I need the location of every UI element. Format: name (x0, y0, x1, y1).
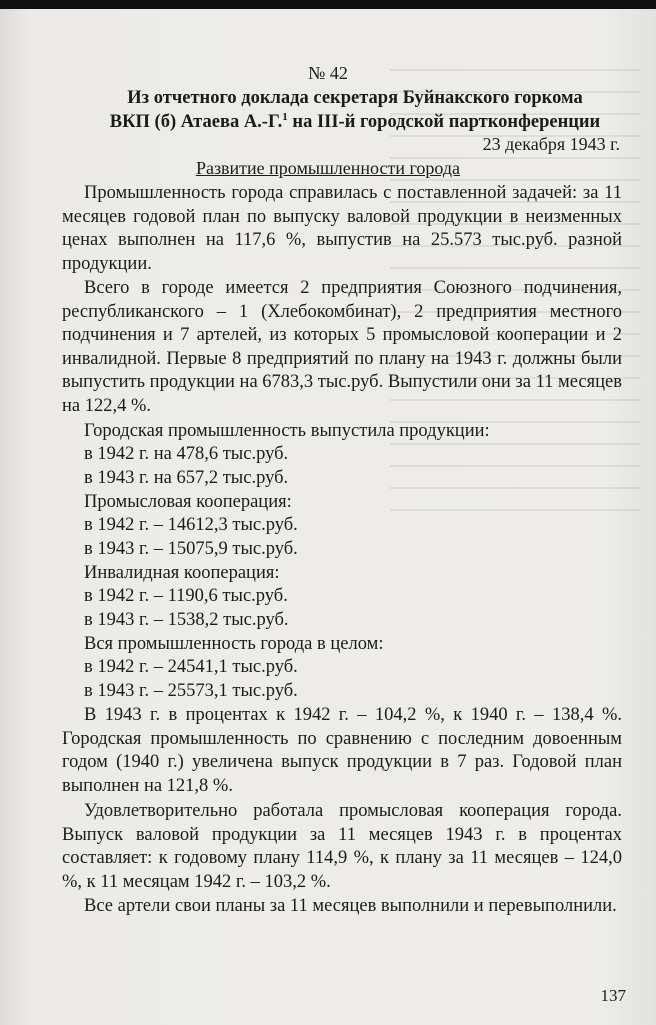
paragraph-2 (62, 277, 622, 418)
paragraph-5-text: Все артели свои планы за 11 месяцев выполнили и перевыполнили. (84, 896, 617, 916)
title-line-1: Из отчетного доклада секретаря Буйнакского горкома (127, 88, 583, 108)
title-line-2-prefix: ВКП (б) Атаева А.-Г. (109, 112, 283, 132)
city-1942: в 1942 г. на 478,6 тыс.руб. (84, 444, 289, 464)
inv-1942: в 1942 г. – 1190,6 тыс.руб. (84, 586, 288, 606)
document-title (95, 86, 615, 134)
title-line-2-suffix: на III-й городской партконференции (287, 112, 601, 132)
paragraph-3-text: В 1943 г. в процентах к 1942 г. – 104,2 %, к 1940 г. – 138,4 %. Городская промышленность по сравнению с последним довоенным годом (1940 г.) увеличена выпуск продукции в 7 раз. Годовой план выполнен на 121,8 %. (62, 705, 622, 796)
total-1943: в 1943 г. – 25573,1 тыс.руб. (84, 681, 298, 701)
city-header: Городская промышленность выпустила продукции: (84, 421, 490, 441)
paragraph-3 (62, 704, 622, 798)
paragraph-4 (62, 800, 622, 894)
paragraph-1 (62, 182, 622, 276)
top-edge (0, 0, 656, 9)
paragraph-4-text: Удовлетворительно работала промысловая кооперация города. Выпуск валовой продукции за 11 месяцев 1943 г. в процентах составляет: к годовому плану 114,9 %, к плану за 11 месяцев – 124,0 %, к 11 месяцам 1942 г. – 103,2 %. (62, 801, 622, 892)
paragraph-5 (62, 895, 622, 919)
total-header: Вся промышленность города в целом: (84, 634, 384, 654)
document-date: 23 декабря 1943 г. (482, 134, 620, 154)
page-number: 137 (600, 986, 626, 1005)
document-number: № 42 (308, 63, 348, 83)
footnote-mark: 1 (282, 111, 288, 123)
coop-1943: в 1943 г. – 15075,9 тыс.руб. (84, 539, 298, 559)
city-1943: в 1943 г. на 657,2 тыс.руб. (84, 468, 289, 488)
section-title: Развитие промышленности города (195, 158, 461, 178)
coop-header: Промысловая кооперация: (84, 492, 292, 512)
coop-1942: в 1942 г. – 14612,3 тыс.руб. (84, 515, 298, 535)
inv-header: Инвалидная кооперация: (84, 563, 280, 583)
paragraph-1-text: Промышленность города справилась с поставленной задачей: за 11 месяцев годовой план по выпуску валовой продукции в неизменных ценах выполнен на 117,6 %, выпустив на 25.573 тыс.руб. разной продукции. (62, 183, 622, 274)
inv-1943: в 1943 г. – 1538,2 тыс.руб. (84, 610, 289, 630)
total-1942: в 1942 г. – 24541,1 тыс.руб. (84, 657, 298, 677)
paragraph-2-text: Всего в городе имеется 2 предприятия Союзного подчинения, республиканского – 1 (Хлебокомбинат), 2 предприятия местного подчинения и 7 артелей, из которых 5 промысловой кооперации и 2 инвалидной. Первые 8 предприятий по плану на 1943 г. должны были выпустить продукции на 6783,3 тыс.руб. Выпустили они за 11 месяцев на 122,4 %. (62, 278, 622, 416)
